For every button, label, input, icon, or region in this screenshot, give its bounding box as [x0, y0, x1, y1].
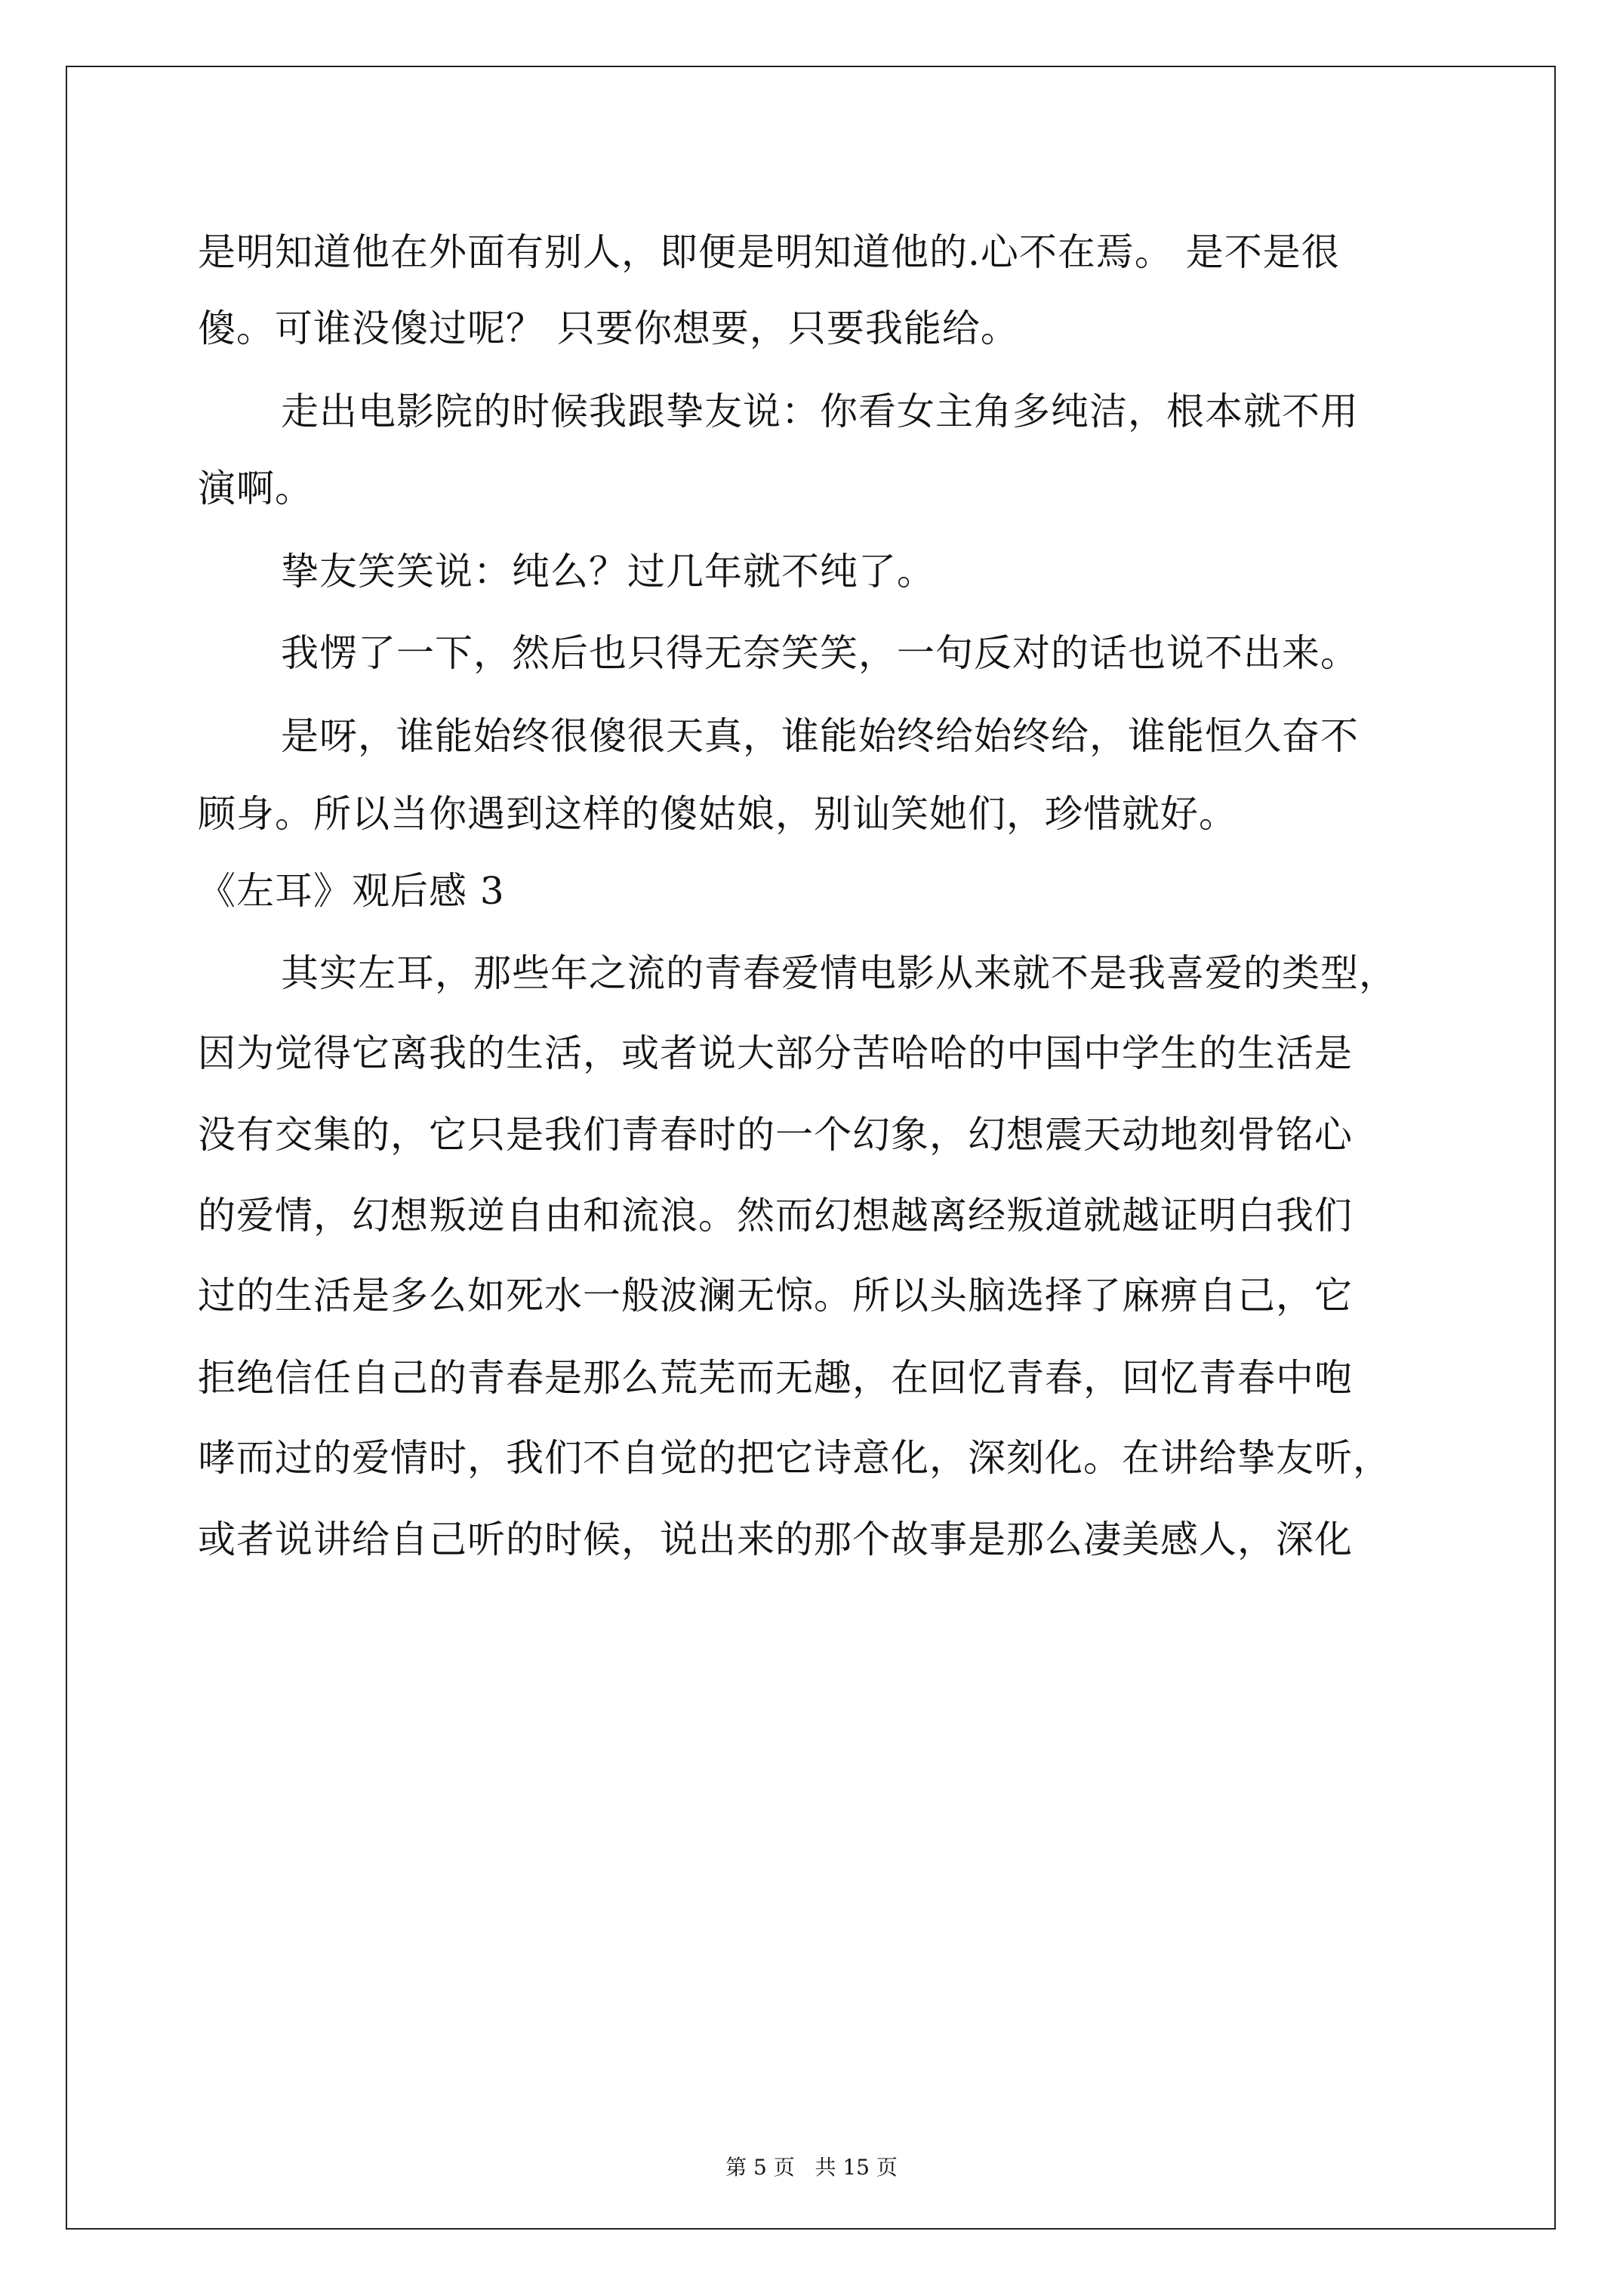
body-text-line: 走出电影院的时候我跟挚友说：你看女主角多纯洁，根本就不用 [281, 390, 1359, 433]
body-text-line: 傻。可谁没傻过呢？ 只要你想要，只要我能给。 [198, 307, 1019, 350]
body-text-line: 是呀，谁能始终很傻很天真，谁能始终给始终给，谁能恒久奋不 [281, 714, 1359, 758]
body-text-line: 是明知道他在外面有别人，即便是明知道他的.心不在焉。 是不是很 [198, 230, 1340, 274]
body-text-line: 哮而过的爱情时，我们不自觉的把它诗意化，深刻化。在讲给挚友听， [198, 1436, 1391, 1480]
body-text-line: 或者说讲给自己听的时候，说出来的那个故事是那么凄美感人，深化 [198, 1518, 1353, 1561]
body-text-line: 的爱情，幻想叛逆自由和流浪。然而幻想越离经叛道就越证明白我们 [198, 1194, 1353, 1237]
body-text-line: 我愣了一下，然后也只得无奈笑笑，一句反对的话也说不出来。 [281, 631, 1359, 675]
body-text-line: 演啊。 [198, 467, 313, 510]
body-text-line: 挚友笑笑说：纯么？过几年就不纯了。 [281, 550, 935, 593]
section-heading: 《左耳》观后感 3 [198, 869, 505, 913]
body-text-line: 没有交集的，它只是我们青春时的一个幻象，幻想震天动地刻骨铭心 [198, 1113, 1353, 1157]
body-text-line: 过的生活是多么如死水一般波澜无惊。所以头脑选择了麻痹自己，它 [198, 1274, 1353, 1318]
body-text-line: 其实左耳，那些年之流的青春爱情电影从来就不是我喜爱的类型， [281, 951, 1397, 995]
body-text-line: 顾身。所以当你遇到这样的傻姑娘，别讪笑她们，珍惜就好。 [198, 792, 1237, 836]
body-text-line: 因为觉得它离我的生活，或者说大部分苦哈哈的中国中学生的生活是 [198, 1031, 1353, 1075]
page-number: 第 5 页 共 15 页 [725, 2155, 898, 2180]
body-text-line: 拒绝信任自己的青春是那么荒芜而无趣，在回忆青春，回忆青春中咆 [198, 1356, 1353, 1400]
